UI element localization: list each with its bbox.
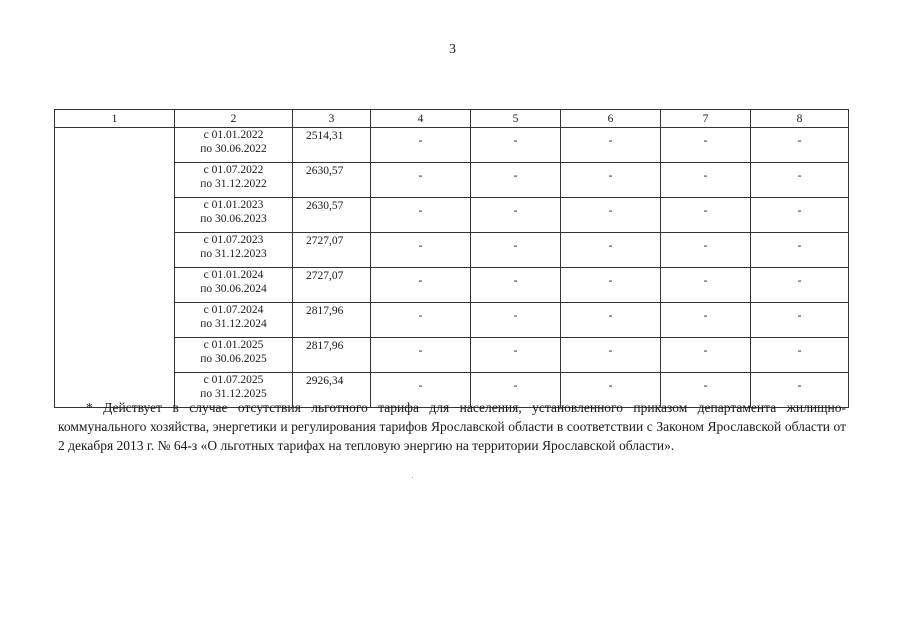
dash-cell: - bbox=[661, 268, 751, 303]
tariff-value-cell: 2817,96 bbox=[293, 303, 371, 338]
period-cell bbox=[175, 303, 293, 338]
period-cell bbox=[175, 338, 293, 373]
period-from: с 01.07.2023 bbox=[203, 234, 264, 246]
period-to: по 31.12.2023 bbox=[200, 248, 267, 260]
table-row bbox=[55, 268, 849, 303]
dash-cell: - bbox=[471, 198, 561, 233]
dash-cell: - bbox=[661, 303, 751, 338]
column-header-8: 8 bbox=[751, 110, 849, 128]
period-to: по 31.12.2024 bbox=[200, 318, 267, 330]
period-from: с 01.01.2024 bbox=[203, 269, 264, 281]
page-number: 3 bbox=[449, 42, 456, 57]
dash-cell: - bbox=[751, 233, 849, 268]
dash-cell: - bbox=[661, 163, 751, 198]
column-header-7: 7 bbox=[661, 110, 751, 128]
tariff-value-cell: 2817,96 bbox=[293, 338, 371, 373]
dash-cell: - bbox=[661, 198, 751, 233]
table-row bbox=[55, 338, 849, 373]
period-cell bbox=[175, 163, 293, 198]
period-from: с 01.07.2022 bbox=[203, 164, 264, 176]
dash-cell: - bbox=[661, 373, 751, 408]
column-header-1: 1 bbox=[55, 110, 175, 128]
dash-cell: - bbox=[561, 338, 661, 373]
column-header-6: 6 bbox=[561, 110, 661, 128]
tariff-value-cell: 2630,57 bbox=[293, 163, 371, 198]
dash-cell: - bbox=[371, 233, 471, 268]
tariff-value-cell: 2727,07 bbox=[293, 233, 371, 268]
table-row bbox=[55, 303, 849, 338]
dash-cell: - bbox=[471, 163, 561, 198]
period-cell bbox=[175, 268, 293, 303]
dash-cell: - bbox=[561, 163, 661, 198]
tariff-table bbox=[54, 109, 849, 408]
dash-cell: - bbox=[371, 163, 471, 198]
dash-cell: - bbox=[471, 268, 561, 303]
dash-cell: - bbox=[371, 128, 471, 163]
dash-cell: - bbox=[561, 233, 661, 268]
dash-cell: - bbox=[471, 233, 561, 268]
dash-cell: - bbox=[471, 128, 561, 163]
table-row bbox=[55, 163, 849, 198]
period-to: по 30.06.2025 bbox=[200, 353, 267, 365]
dash-cell: - bbox=[751, 198, 849, 233]
column-header-2: 2 bbox=[175, 110, 293, 128]
dash-cell: - bbox=[561, 198, 661, 233]
table-row bbox=[55, 233, 849, 268]
column-header-3: 3 bbox=[293, 110, 371, 128]
footnote: * Действует в случае отсутствия льготного тарифа для населения, установленного приказом департамента жилищно-коммунального хозяйства, энергетики и регулирования тарифов Ярославской области в соответствии с Законом Ярославской области от 2 декабря 2013 г. № 64-з «О льготных тарифах на тепловую энергию на территории Ярославской области». bbox=[58, 399, 846, 453]
period-to: по 31.12.2022 bbox=[200, 178, 267, 190]
dash-cell: - bbox=[751, 128, 849, 163]
period-from: с 01.07.2024 bbox=[203, 304, 264, 316]
period-from: с 01.01.2023 bbox=[203, 199, 264, 211]
period-from: с 01.07.2025 bbox=[203, 374, 264, 386]
tariff-value-cell: 2727,07 bbox=[293, 268, 371, 303]
dash-cell: - bbox=[661, 233, 751, 268]
dash-cell: - bbox=[471, 338, 561, 373]
dash-cell: - bbox=[751, 163, 849, 198]
tariff-value-cell: 2630,57 bbox=[293, 198, 371, 233]
dash-cell: - bbox=[371, 338, 471, 373]
dash-cell: - bbox=[751, 303, 849, 338]
table-row bbox=[55, 128, 849, 163]
dash-cell: - bbox=[661, 128, 751, 163]
dash-cell: - bbox=[561, 373, 661, 408]
dash-cell: - bbox=[561, 128, 661, 163]
column-header-5: 5 bbox=[471, 110, 561, 128]
dash-cell: - bbox=[561, 268, 661, 303]
dash-cell: - bbox=[561, 303, 661, 338]
scan-speck bbox=[412, 477, 413, 478]
dash-cell: - bbox=[471, 373, 561, 408]
table-row bbox=[55, 198, 849, 233]
dash-cell: - bbox=[751, 338, 849, 373]
period-cell bbox=[175, 233, 293, 268]
period-cell bbox=[175, 128, 293, 163]
dash-cell: - bbox=[371, 303, 471, 338]
tariff-value-cell: 2926,34 bbox=[293, 373, 371, 408]
period-to: по 31.12.2025 bbox=[200, 388, 267, 400]
column-header-4: 4 bbox=[371, 110, 471, 128]
period-from: с 01.01.2022 bbox=[203, 129, 264, 141]
table-header-row bbox=[55, 110, 849, 128]
period-to: по 30.06.2023 bbox=[200, 213, 267, 225]
period-from: с 01.01.2025 bbox=[203, 339, 264, 351]
merged-first-column-cell bbox=[55, 128, 175, 408]
dash-cell: - bbox=[751, 268, 849, 303]
tariff-value-cell: 2514,31 bbox=[293, 128, 371, 163]
period-to: по 30.06.2022 bbox=[200, 143, 267, 155]
period-to: по 30.06.2024 bbox=[200, 283, 267, 295]
period-cell bbox=[175, 198, 293, 233]
dash-cell: - bbox=[751, 373, 849, 408]
dash-cell: - bbox=[371, 268, 471, 303]
dash-cell: - bbox=[661, 338, 751, 373]
dash-cell: - bbox=[371, 373, 471, 408]
dash-cell: - bbox=[371, 198, 471, 233]
dash-cell: - bbox=[471, 303, 561, 338]
